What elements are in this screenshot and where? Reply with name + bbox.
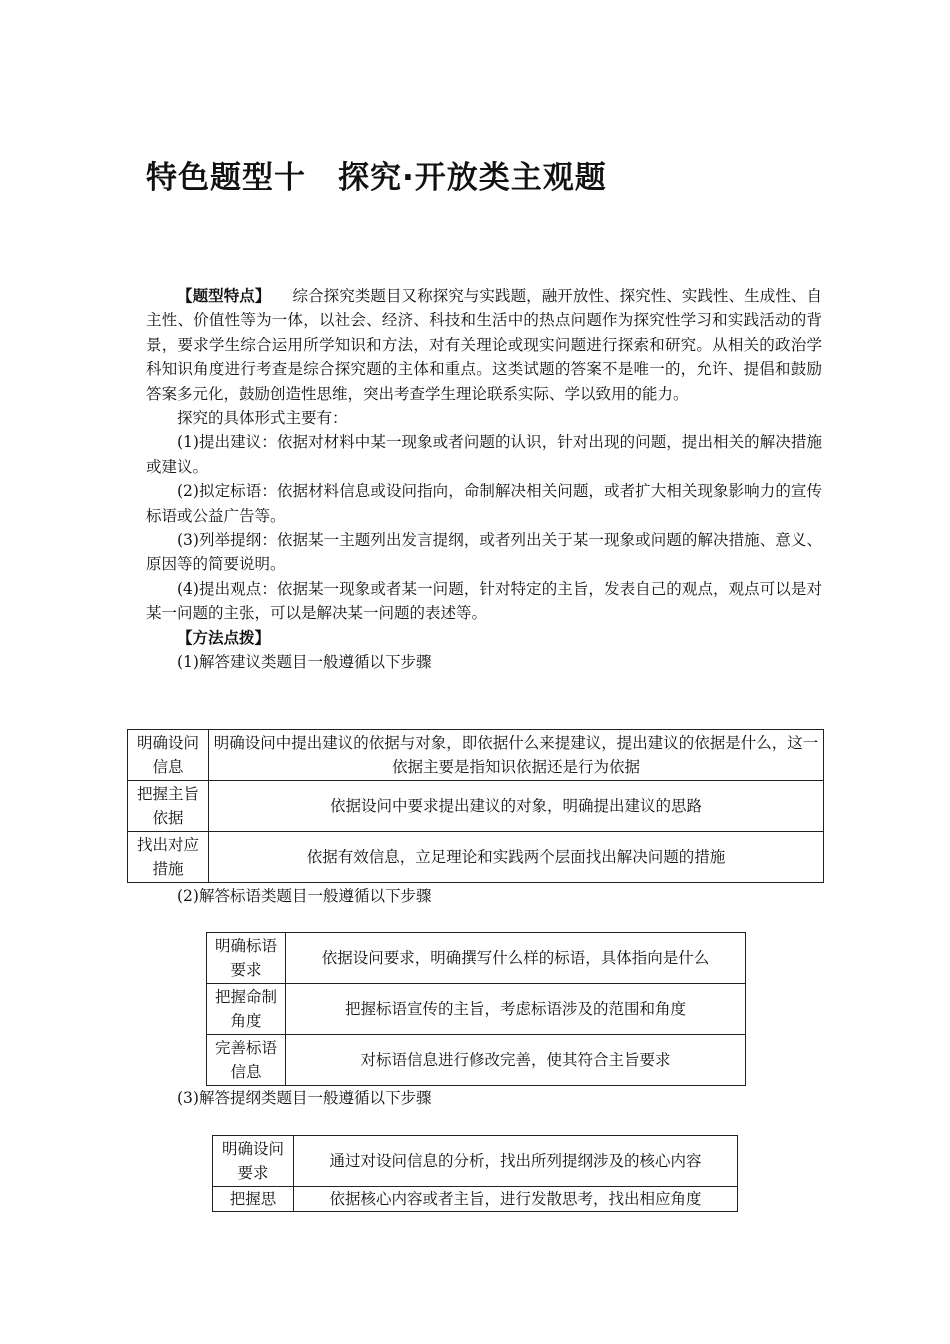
outline-steps-table <box>212 1135 738 1212</box>
step-value: 明确设问中提出建议的依据与对象，即依据什么来提建议，提出建议的依据是什么，这一依据主要是指知识依据还是行为依据 <box>209 730 824 781</box>
form-item-3: (3)列举提纲：依据某一主题列出发言提纲，或者列出关于某一现象或问题的解决措施、意义、原因等的简要说明。 <box>146 531 822 574</box>
section-1-heading: (1)解答建议类题目一般遵循以下步骤 <box>177 653 432 672</box>
step-key: 把握思 <box>213 1187 294 1212</box>
table-row <box>128 730 824 781</box>
step-key: 找出对应措施 <box>128 832 209 883</box>
page-title: 特色题型十 探究·开放类主观题 <box>146 160 607 196</box>
forms-heading: 探究的具体形式主要有： <box>177 409 348 428</box>
table-row <box>128 781 824 832</box>
section-2-heading: (2)解答标语类题目一般遵循以下步骤 <box>177 887 432 905</box>
step-key: 明确设问要求 <box>213 1136 294 1187</box>
step-value: 对标语信息进行修改完善，使其符合主旨要求 <box>286 1035 746 1086</box>
intro-paragraph <box>146 284 822 406</box>
intro-label: 【题型特点】 <box>177 287 271 305</box>
step-value: 依据设问中要求提出建议的对象，明确提出建议的思路 <box>209 781 824 832</box>
step-key: 把握主旨依据 <box>128 781 209 832</box>
step-value: 依据核心内容或者主旨，进行发散思考，找出相应角度 <box>294 1187 738 1212</box>
step-key: 明确标语要求 <box>207 933 286 984</box>
section-3-heading: (3)解答提纲类题目一般遵循以下步骤 <box>177 1089 432 1107</box>
step-value: 通过对设问信息的分析，找出所列提纲涉及的核心内容 <box>294 1136 738 1187</box>
form-item-2: (2)拟定标语：依据材料信息或设问指向，命制解决相关问题，或者扩大相关现象影响力的宣传标语或公益广告等。 <box>146 482 822 525</box>
method-label: 【方法点拨】 <box>177 628 271 647</box>
table-row <box>207 1035 746 1086</box>
step-value: 把握标语宣传的主旨，考虑标语涉及的范围和角度 <box>286 984 746 1035</box>
form-item-1: (1)提出建议：依据对材料中某一现象或者问题的认识，针对出现的问题，提出相关的解决措施或建议。 <box>146 433 822 476</box>
advice-steps-table <box>127 729 824 883</box>
body-text <box>146 284 822 675</box>
table-row <box>128 832 824 883</box>
step-key: 明确设问信息 <box>128 730 209 781</box>
table-row <box>207 984 746 1035</box>
table-row <box>213 1187 738 1212</box>
slogan-steps-table <box>206 932 746 1086</box>
step-value: 依据有效信息，立足理论和实践两个层面找出解决问题的措施 <box>209 832 824 883</box>
intro-text: 综合探究类题目又称探究与实践题，融开放性、探究性、实践性、生成性、自主性、价值性等为一体，以社会、经济、科技和生活中的热点问题作为探究性学习和实践活动的背景，要求学生综合运用所学知识和方法，对有关理论或现实问题进行探索和研究。从相关的政治学科知识角度进行考查是综合探究题的主体和重点。这类试题的答案不是唯一的，允许、提倡和鼓励答案多元化，鼓励创造性思维，突出考查学生理论联系实际、学以致用的能力。 <box>146 287 822 403</box>
table-row <box>207 933 746 984</box>
step-value: 依据设问要求，明确撰写什么样的标语，具体指向是什么 <box>286 933 746 984</box>
form-item-4: (4)提出观点：依据某一现象或者某一问题，针对特定的主旨，发表自己的观点，观点可以是对某一问题的主张，可以是解决某一问题的表述等。 <box>146 579 822 623</box>
step-key: 把握命制角度 <box>207 984 286 1035</box>
step-key: 完善标语信息 <box>207 1035 286 1086</box>
table-row <box>213 1136 738 1187</box>
